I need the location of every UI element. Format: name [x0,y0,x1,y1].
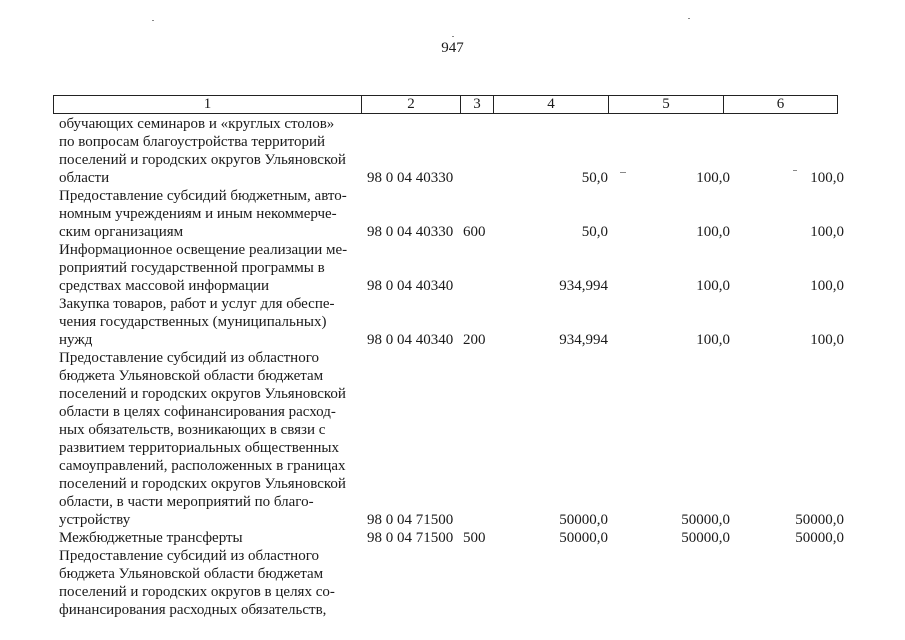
row-value-2: 50000,0 [681,530,730,546]
row-value-3: 100,0 [810,170,844,186]
row-value-2: 100,0 [696,170,730,186]
table-row [59,295,859,349]
row-value-2: 100,0 [696,224,730,240]
description-line: чения государственных (муниципальных) [59,314,327,330]
description-line: бюджета Ульяновской области бюджетам [59,566,324,582]
row-value-1: 934,994 [559,332,608,348]
row-value-1: 50,0 [581,224,608,240]
row-expense-type: 200 [463,332,486,348]
description-line: поселений и городских округов Ульяновской [59,386,346,402]
description-line: Межбюджетные трансферты [59,530,243,546]
description-line: средствах массовой информации [59,278,270,294]
header-col-6: 6 [723,96,837,113]
row-value-3: 50000,0 [795,512,844,528]
description-line: поселений и городских округов Ульяновской [59,152,346,168]
description-line: развитием территориальных общественных [59,440,339,456]
row-code: 98 0 04 40340 [367,332,454,348]
row-code: 98 0 04 40330 [367,170,454,186]
row-description [59,187,357,241]
table-row [59,349,859,529]
description-line: самоуправлений, расположенных в границах [59,458,346,474]
row-description [59,529,357,547]
description-line: ных обязательств, возникающих в связи с [59,422,326,438]
table-row [59,115,859,187]
row-value-1: 50000,0 [559,512,608,528]
row-expense-type: 500 [463,530,486,546]
header-col-2: 2 [361,96,460,113]
row-value-3: 100,0 [810,278,844,294]
description-line: по вопросам благоустройства территорий [59,134,326,150]
description-line: поселений и городских округов в целях со- [59,584,335,600]
row-value-3: 100,0 [810,332,844,348]
description-line: нужд [59,332,93,348]
description-line: области в целях софинансирования расход- [59,404,336,420]
table-row [59,187,859,241]
row-value-2: 100,0 [696,278,730,294]
row-description [59,349,357,529]
page-number: 947 [441,40,464,56]
row-description [59,115,357,187]
header-col-3: 3 [460,96,493,113]
description-line: Информационное освещение реализации ме- [59,242,348,258]
table-body [59,115,859,619]
row-value-2: 100,0 [696,332,730,348]
header-col-4: 4 [493,96,608,113]
description-line: Предоставление субсидий бюджетным, авто- [59,188,347,204]
description-line: бюджета Ульяновской области бюджетам [59,368,324,384]
row-value-1: 934,994 [559,278,608,294]
row-value-2: 50000,0 [681,512,730,528]
description-line: области [59,170,110,186]
row-expense-type: 600 [463,224,486,240]
description-line: финансирования расходных обязательств, [59,602,327,618]
row-value-3: 100,0 [810,224,844,240]
description-line: Закупка товаров, работ и услуг для обеспе- [59,296,335,312]
row-value-3: 50000,0 [795,530,844,546]
description-line: Предоставление субсидий из областного [59,548,319,564]
description-line: обучающих семинаров и «круглых столов» [59,116,335,132]
row-code: 98 0 04 71500 [367,530,454,546]
description-line: области, в части мероприятий по благо- [59,494,314,510]
row-value-1: 50000,0 [559,530,608,546]
row-description [59,547,357,619]
description-line: поселений и городских округов Ульяновской [59,476,346,492]
row-code: 98 0 04 71500 [367,512,454,528]
row-value-1: 50,0 [581,170,608,186]
table-row [59,241,859,295]
header-col-5: 5 [608,96,723,113]
table-row [59,547,859,619]
header-col-1: 1 [203,96,212,112]
row-code: 98 0 04 40340 [367,278,454,294]
description-line: ским организациям [59,224,184,240]
row-description [59,241,357,295]
description-line: роприятий государственной программы в [59,260,325,276]
table-header [53,95,838,114]
table-row [59,529,859,547]
description-line: устройству [59,512,131,528]
row-code: 98 0 04 40330 [367,224,454,240]
description-line: номным учреждениям и иным некоммерче- [59,206,337,222]
row-description [59,295,357,349]
description-line: Предоставление субсидий из областного [59,350,319,366]
